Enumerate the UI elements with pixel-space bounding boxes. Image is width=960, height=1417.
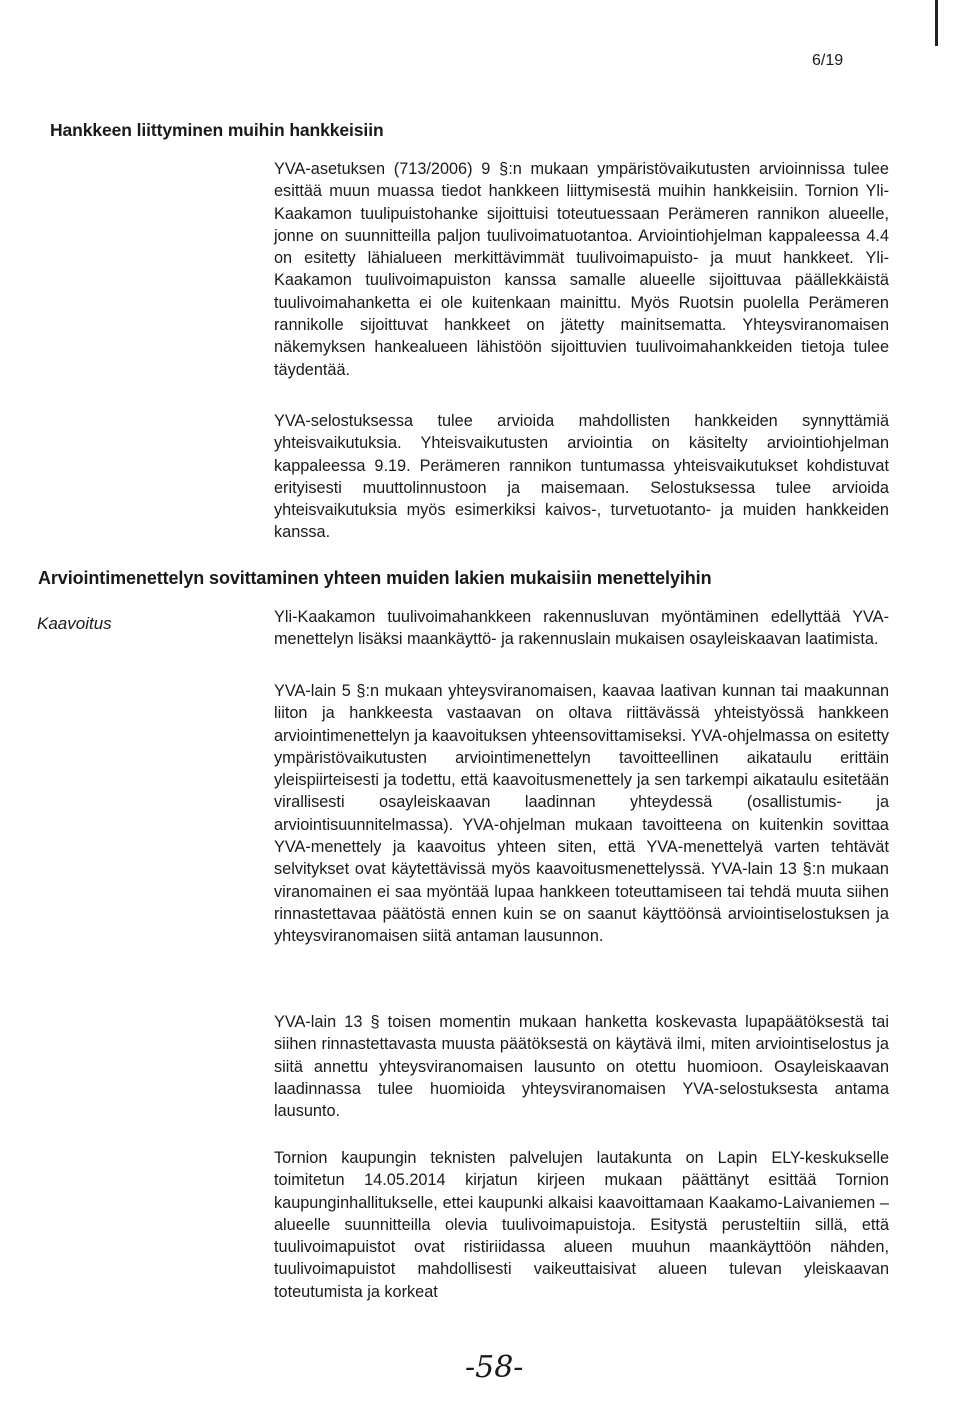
- section-heading-related-projects: Hankkeen liittyminen muihin hankkeisiin: [50, 120, 384, 140]
- paragraph-eia-law-section-5: YVA-lain 5 §:n mukaan yhteysviranomaisen, kaavaa laativan kunnan tai maakunnan liiton ja hankkeesta vastaavan on oltava riittävässä yhteistyössä hankkeen arviointimenettelyn ja kaavoituksen yhteensovittamiseksi. YVA-ohjelmassa on esitetty ympäristövaikutusten arviointimenettelyn tavoitteellinen aikataulu erittäin yleispiirteisesti ja todettu, että kaavoitusmenettely ja sen tarkempi aikataulu esitetään virallisesti osayleiskaavan laadinnan yhteydessä (osallistumis- ja arviointisuunnitelmassa). YVA-ohjelman mukaan tavoitteena on kuitenkin sovittaa YVA-menettely ja kaavoitus yhteen siten, että YVA-menettelyä varten tehtävät selvitykset ovat käytettävissä myös kaavoitusmenettelyssä. YVA-lain 13 §:n mukaan viranomainen ei saa myöntää lupaa hankkeen toteuttamiseen tai tehdä muuta siihen rinnastettavaa päätöstä ennen kuin se on saanut käyttöönsä arviointiselostuksen ja yhteysviranomaisen siitä antaman lausunnon.: [274, 682, 889, 946]
- paragraph-zoning-requirement: Yli-Kaakamon tuulivoimahankkeen rakennusluvan myöntäminen edellyttää YVA-menettelyn lisäksi maankäyttö- ja rakennuslain mukaisen osayleiskaavan laatimista.: [274, 608, 889, 649]
- handwritten-page-number: -58-: [465, 1350, 524, 1385]
- paragraph-related-projects: YVA-asetuksen (713/2006) 9 §:n mukaan ympäristövaikutusten arvioinnissa tulee esittää muun muassa tiedot hankkeen liittymisestä muihin hankkeisiin. Tornion Yli-Kaakamon tuulipuistohanke sijoittuisi toteutuessaan Perämeren rannikon alueelle, jonne on suunnitteilla paljon tuulivoimatuotantoa. Arviointiohjelman kappaleessa 4.4 on esitetty lähialueen merkittävimmät tuulivoimapuisto- ja muut hankkeet. Yli-Kaakamon tuulivoimapuiston kanssa samalle alueelle sijoittuvaa päällekkäistä tuulivoimahanketta ei ole kuitenkaan mainittu. Myös Ruotsin puolella Perämeren rannikolle sijoittuvat hankkeet on jätetty mainitsematta. Yhteysviranomaisen näkemyksen hankealueen lähistöön sijoittuvien tuulivoimahankkeiden tietoja tulee täydentää.: [274, 160, 889, 379]
- side-label-zoning: Kaavoitus: [37, 614, 112, 633]
- paragraph-cumulative-effects: YVA-selostuksessa tulee arvioida mahdollisten hankkeiden synnyttämiä yhteisvaikutuksia. Yhteisvaikutusten arviointia on käsitelty arviointiohjelman kappaleessa 9.19. Perämeren rannikon tuntumassa yhteisvaikutukset kohdistuvat erityisesti muuttolinnustoon ja maisemaan. Selostuksessa tulee arvioida yhteisvaikutuksia myös esimerkiksi kaivos-, turvetuotanto- ja muiden hankkeiden kanssa.: [274, 412, 889, 542]
- scan-edge-mark: [935, 0, 938, 46]
- paragraph-eia-law-section-13: YVA-lain 13 § toisen momentin mukaan hanketta koskevasta lupapäätöksestä tai siihen rinnastettavasta muusta päätöksestä on käytävä ilmi, miten arviointiselostus ja siitä annettu yhteysviranomaisen lausunto on otettu huomioon. Osayleiskaavan laadinnassa tulee huomioida yhteysviranomaisen YVA-selostuksesta antama lausunto.: [274, 1013, 889, 1121]
- paragraph-tornio-board-decision: Tornion kaupungin teknisten palvelujen lautakunta on Lapin ELY-keskukselle toimitetun 14.05.2014 kirjatun kirjeen mukaan päättänyt esittää Tornion kaupunginhallitukselle, ettei kaupunki alkaisi kaavoittamaan Kaakamo-Laivaniemen –alueelle suunnitteilla olevia tuulivoimapuistoja. Esitystä perusteltiin sillä, että tuulivoimapuistot ovat ristiriidassa alueen muuhun maankäyttöön nähden, tuulivoimapuistot mahdollisesti vaikeuttaisivat alueen tulevan yleiskaavan toteutumista ja korkeat: [274, 1149, 889, 1301]
- section-heading-procedure-coordination: Arviointimenettelyn sovittaminen yhteen muiden lakien mukaisiin menettelyihin: [38, 568, 712, 588]
- page-number: 6/19: [812, 52, 844, 69]
